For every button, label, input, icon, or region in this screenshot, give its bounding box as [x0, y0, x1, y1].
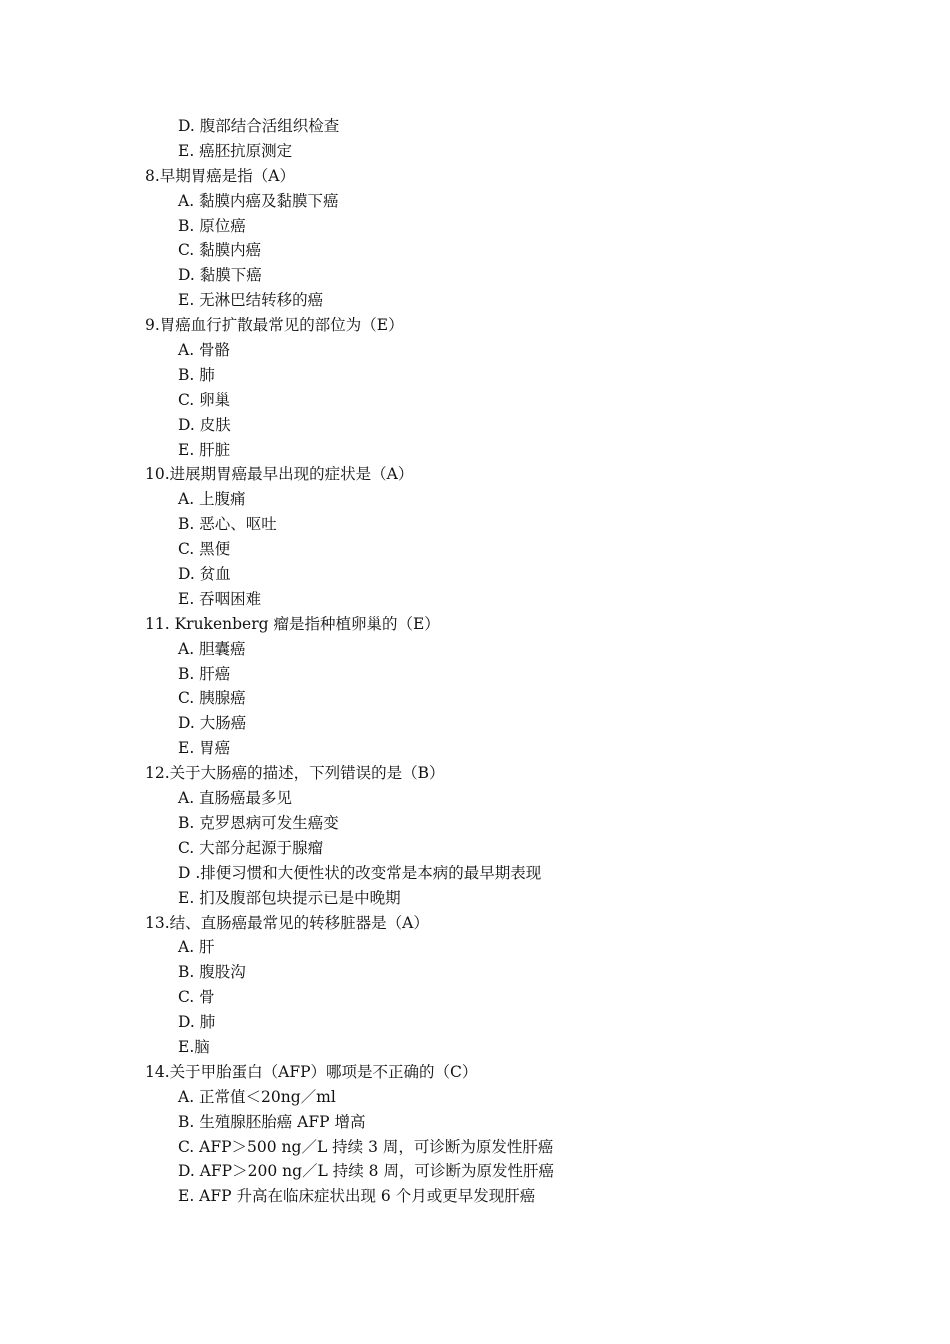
- answer-option: E. 胃癌: [178, 739, 231, 758]
- answer-option: D. 黏膜下癌: [178, 266, 262, 285]
- answer-option: E. AFP 升高在临床症状出现 6 个月或更早发现肝癌: [178, 1187, 536, 1206]
- document-page: [0, 114, 950, 1209]
- answer-option: B. 肺: [178, 365, 215, 384]
- answer-option: A. 骨骼: [178, 341, 231, 360]
- answer-option: E. 癌胚抗原测定: [178, 141, 293, 160]
- answer-option: C. 黏膜内癌: [178, 241, 262, 260]
- question-stem: 11. Krukenberg 瘤是指种植卵巢的（E）: [145, 614, 440, 633]
- answer-option: E.脑: [178, 1037, 210, 1056]
- answer-option: C. 骨: [178, 988, 215, 1007]
- answer-option: A. 正常值＜20ng／ml: [178, 1087, 336, 1106]
- answer-option: B. 肝癌: [178, 664, 231, 683]
- answer-option: D. 腹部结合活组织检查: [178, 117, 340, 135]
- answer-option: D. 肺: [178, 1013, 216, 1032]
- answer-option: D. 皮肤: [178, 415, 231, 434]
- answer-option: D .排便习惯和大便性状的改变常是本病的最早期表现: [178, 863, 542, 882]
- question-stem: 13.结、直肠癌最常见的转移脏器是（A）: [145, 913, 429, 932]
- answer-option: E. 吞咽困难: [178, 589, 262, 608]
- question-stem: 10.进展期胃癌最早出现的症状是（A）: [145, 465, 414, 484]
- answer-option: E. 扪及腹部包块提示已是中晚期: [178, 888, 401, 907]
- answer-option: B. 恶心、呕吐: [178, 515, 277, 534]
- answer-option: A. 胆囊癌: [178, 639, 246, 658]
- answer-option: B. 原位癌: [178, 216, 246, 235]
- answer-option: E. 肝脏: [178, 440, 231, 459]
- answer-option: B. 腹股沟: [178, 963, 246, 982]
- answer-option: D. 大肠癌: [178, 714, 247, 733]
- question-stem: 12.关于大肠癌的描述，下列错误的是（B）: [145, 764, 445, 783]
- answer-option: E. 无淋巴结转移的癌: [178, 291, 324, 310]
- answer-option: C. 黑便: [178, 540, 231, 559]
- answer-option: C. AFP＞500 ng／L 持续 3 周，可诊断为原发性肝癌: [178, 1137, 554, 1156]
- answer-option: B. 克罗恩病可发生癌变: [178, 813, 339, 832]
- answer-option: A. 黏膜内癌及黏膜下癌: [178, 191, 339, 210]
- answer-option: B. 生殖腺胚胎癌 AFP 增高: [178, 1112, 366, 1131]
- question-stem: 14.关于甲胎蛋白（AFP）哪项是不正确的（C）: [145, 1062, 478, 1081]
- answer-option: A. 直肠癌最多见: [178, 789, 293, 808]
- answer-option: A. 上腹痛: [178, 490, 246, 509]
- answer-option: D. AFP＞200 ng／L 持续 8 周，可诊断为原发性肝癌: [178, 1162, 554, 1181]
- answer-option: C. 胰腺癌: [178, 689, 246, 708]
- answer-option: C. 大部分起源于腺瘤: [178, 838, 324, 857]
- question-stem: 8.早期胃癌是指（A）: [145, 166, 295, 185]
- question-stem: 9.胃癌血行扩散最常见的部位为（E）: [145, 316, 404, 335]
- answer-option: D. 贫血: [178, 565, 231, 584]
- answer-option: A. 肝: [178, 938, 215, 957]
- answer-option: C. 卵巢: [178, 390, 231, 409]
